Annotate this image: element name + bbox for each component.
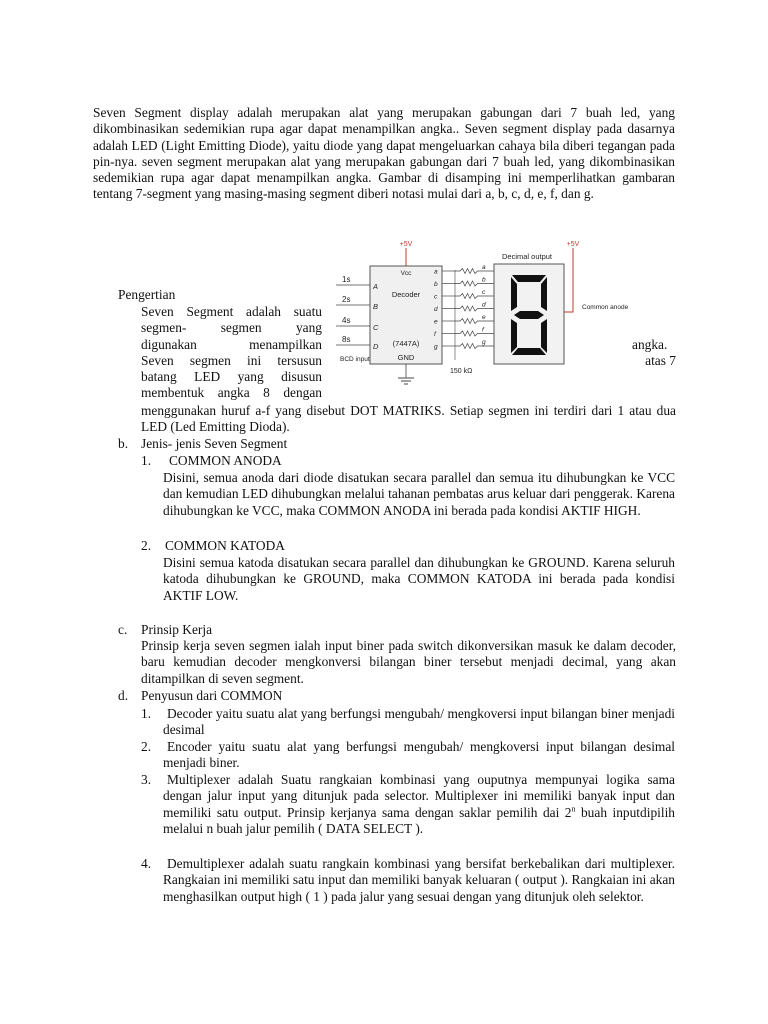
ground-symbol — [398, 364, 414, 384]
pengertian-heading: Pengertian — [118, 287, 176, 302]
item-d3-text-b: buah inputdipilih melalui n buah jalur pemilih ( DATA SELECT ). — [163, 804, 675, 836]
item-d3-number: 3. — [141, 772, 152, 787]
output-pin-label-d: d — [434, 306, 438, 313]
item-d2-text: Encoder yaitu suatu alat yang berfungsi mengubah/ mengkoversi input bilangan desimal menjadi biner. — [163, 739, 675, 771]
output-pin-label-a: a — [434, 268, 438, 276]
pengertian-line-6: membentuk angka 8 dengan — [141, 385, 322, 401]
output-pin-label-b: b — [434, 281, 438, 288]
item-d4-number: 4. — [141, 856, 152, 871]
pengertian-line-2: segmen- segmen yang — [141, 320, 322, 336]
resistor-c — [455, 294, 494, 299]
bcd-input-label — [340, 356, 370, 363]
item-b1-title: COMMON ANODA — [169, 453, 282, 468]
vcc-left-label: +5V — [399, 241, 413, 248]
input-label-1s: 1s — [342, 275, 351, 284]
bcd-input-text: BCD input — [340, 356, 370, 363]
section-c-marker: c. — [118, 622, 128, 637]
section-d-heading: Penyusun dari COMMON — [141, 688, 283, 703]
output-pin-label-e: e — [434, 318, 438, 326]
item-d3-superscript: n — [571, 804, 576, 814]
segment-label-d: d — [482, 301, 486, 309]
resistor-d — [455, 306, 494, 311]
item-b1-number: 1. — [141, 453, 152, 468]
pengertian-line-1: Seven Segment adalah suatu — [141, 304, 322, 319]
pin-label-b: B — [373, 302, 379, 311]
chip-label: (7447A) — [392, 339, 420, 348]
pengertian-left-column — [141, 304, 322, 402]
segment-label-f: f — [482, 326, 484, 334]
seven-segment-circuit-figure — [332, 237, 629, 387]
pengertian-continuation: menggunakan huruf a-f yang disebut DOT MATRIKS. Setiap segmen ini terdiri dari 1 atau dua LED (Led Emitting Dioda). — [141, 403, 676, 435]
resistor-e — [455, 319, 494, 324]
section-c-heading: Prinsip Kerja — [141, 622, 213, 637]
segment-label-a: a — [482, 264, 486, 271]
segment-label-g: g — [482, 339, 486, 346]
output-pin-label-c: c — [434, 293, 438, 301]
segment-label-c: c — [482, 289, 486, 296]
input-label-2s: 2s — [342, 295, 351, 304]
item-d3-text — [163, 772, 675, 837]
section-b-marker: b. — [118, 436, 129, 451]
common-anode-text: Common anode — [582, 304, 629, 311]
pengertian-line-3: digunakan menampilkan — [141, 336, 322, 352]
segment-label-e: e — [482, 314, 486, 321]
section-d-marker: d. — [118, 688, 129, 703]
decoder-chip — [370, 266, 442, 364]
item-b2-text: Disini semua katoda disatukan secara parallel dan dihubungkan ke GROUND. Karena seluruh katoda dihubungkan ke GROUND, maka COMMON KATODA ini berada pada kondisi AKTIF LOW. — [163, 555, 675, 603]
item-b2-number: 2. — [141, 538, 152, 553]
common-anode-label — [582, 304, 629, 311]
gnd-label: GND — [397, 353, 415, 362]
item-d1-text: Decoder yaitu suatu alat yang berfungsi mengubah/ mengkoversi input bilangan biner menjadi desimal — [163, 706, 675, 738]
section-b-heading: Jenis- jenis Seven Segment — [141, 436, 288, 451]
output-resistors — [434, 264, 494, 351]
pin-label-d: D — [373, 342, 379, 351]
section-c-text: Prinsip kerja seven segmen ialah input biner pada switch dikonversikan masuk ke dalam decoder, baru kemudian decoder mengkonversi bilangan biner tersebut menjadi decimal, yang akan ditampilkan di seven segment. — [141, 638, 676, 686]
decoder-label: Decoder — [391, 290, 421, 299]
pengertian-line-5: batang LED yang disusun — [141, 369, 322, 385]
item-d3-text-a: Multiplexer adalah Suatu rangkaian kombinasi yang ouputnya mempunyai logika sama dengan jalur input yang ditunjuk pada selector. Multiplexer ini memiliki banyak input dan memiliki satu output. Prinsip kerjanya sama dengan saklar pemilih dai 2 — [163, 772, 675, 820]
item-d4-text: Demultiplexer adalah suatu rangkain kombinasi yang bersifat berkebalikan dari multiplexer. Rangkaian ini memiliki satu input dan memiliki banyak keluaran ( output ). Rangkaian ini akan menghasilkan output high ( 1 ) pada jalur yang sesuai dengan yang ditunjuk oleh selektor. — [163, 856, 675, 904]
segment-label-b: b — [482, 276, 486, 284]
input-label-8s: 8s — [342, 335, 351, 344]
resistor-b — [455, 281, 494, 286]
resistor-f — [455, 331, 494, 336]
decimal-output-label: Decimal output — [501, 252, 553, 261]
pengertian-right-fragment-1: angka. — [632, 337, 668, 352]
resistor-a — [455, 269, 494, 274]
resistor-g — [455, 344, 494, 349]
pin-label-c: C — [373, 323, 379, 332]
resistor-label: 150 kΩ — [450, 368, 473, 375]
vcc-chip-label: Vcc — [400, 270, 412, 277]
item-d2-number: 2. — [141, 739, 152, 754]
pin-label-a: A — [373, 282, 379, 291]
vcc-right-label: +5V — [566, 241, 580, 248]
pengertian-right-fragment-2: atas 7 — [645, 353, 676, 368]
intro-paragraph: Seven Segment display adalah merupakan alat yang merupakan gabungan dari 7 buah led, yang dikombinasikan sedemikian rupa agar dapat menampilkan angka.. Seven segment display pada dasarnya adalah LED (Light Emitting Diode), yaitu diode yang dapat mengeluarkan cahaya bila diberi tegangan pada pin-nya. seven segment merupakan alat yang merupakan gabungan dari 7 buah led, yang dikombinasikan sedemikian rupa agar dapat menampilkan angka. Gambar di disamping ini memperlihatkan gambaran tentang 7-segment yang masing-masing segment diberi notasi mulai dari a, b, c, d, e, f, dan g. — [93, 105, 675, 202]
output-pin-label-g: g — [434, 343, 438, 351]
output-pin-label-f: f — [434, 331, 436, 338]
input-label-4s: 4s — [342, 316, 351, 325]
item-b1-text: Disini, semua anoda dari diode disatukan secara parallel dan semua itu dihubungkan ke VCC dan kemudian LED dihubungkan melalui tahanan pembatas arus keluar dari penggerak. Karena dihubungkan ke VCC, maka COMMON ANODA ini berada pada kondisi AKTIF HIGH. — [163, 470, 675, 518]
item-d1-number: 1. — [141, 706, 152, 721]
item-b2-title: COMMON KATODA — [165, 538, 285, 553]
pengertian-line-4: Seven segmen ini tersusun — [141, 352, 322, 368]
